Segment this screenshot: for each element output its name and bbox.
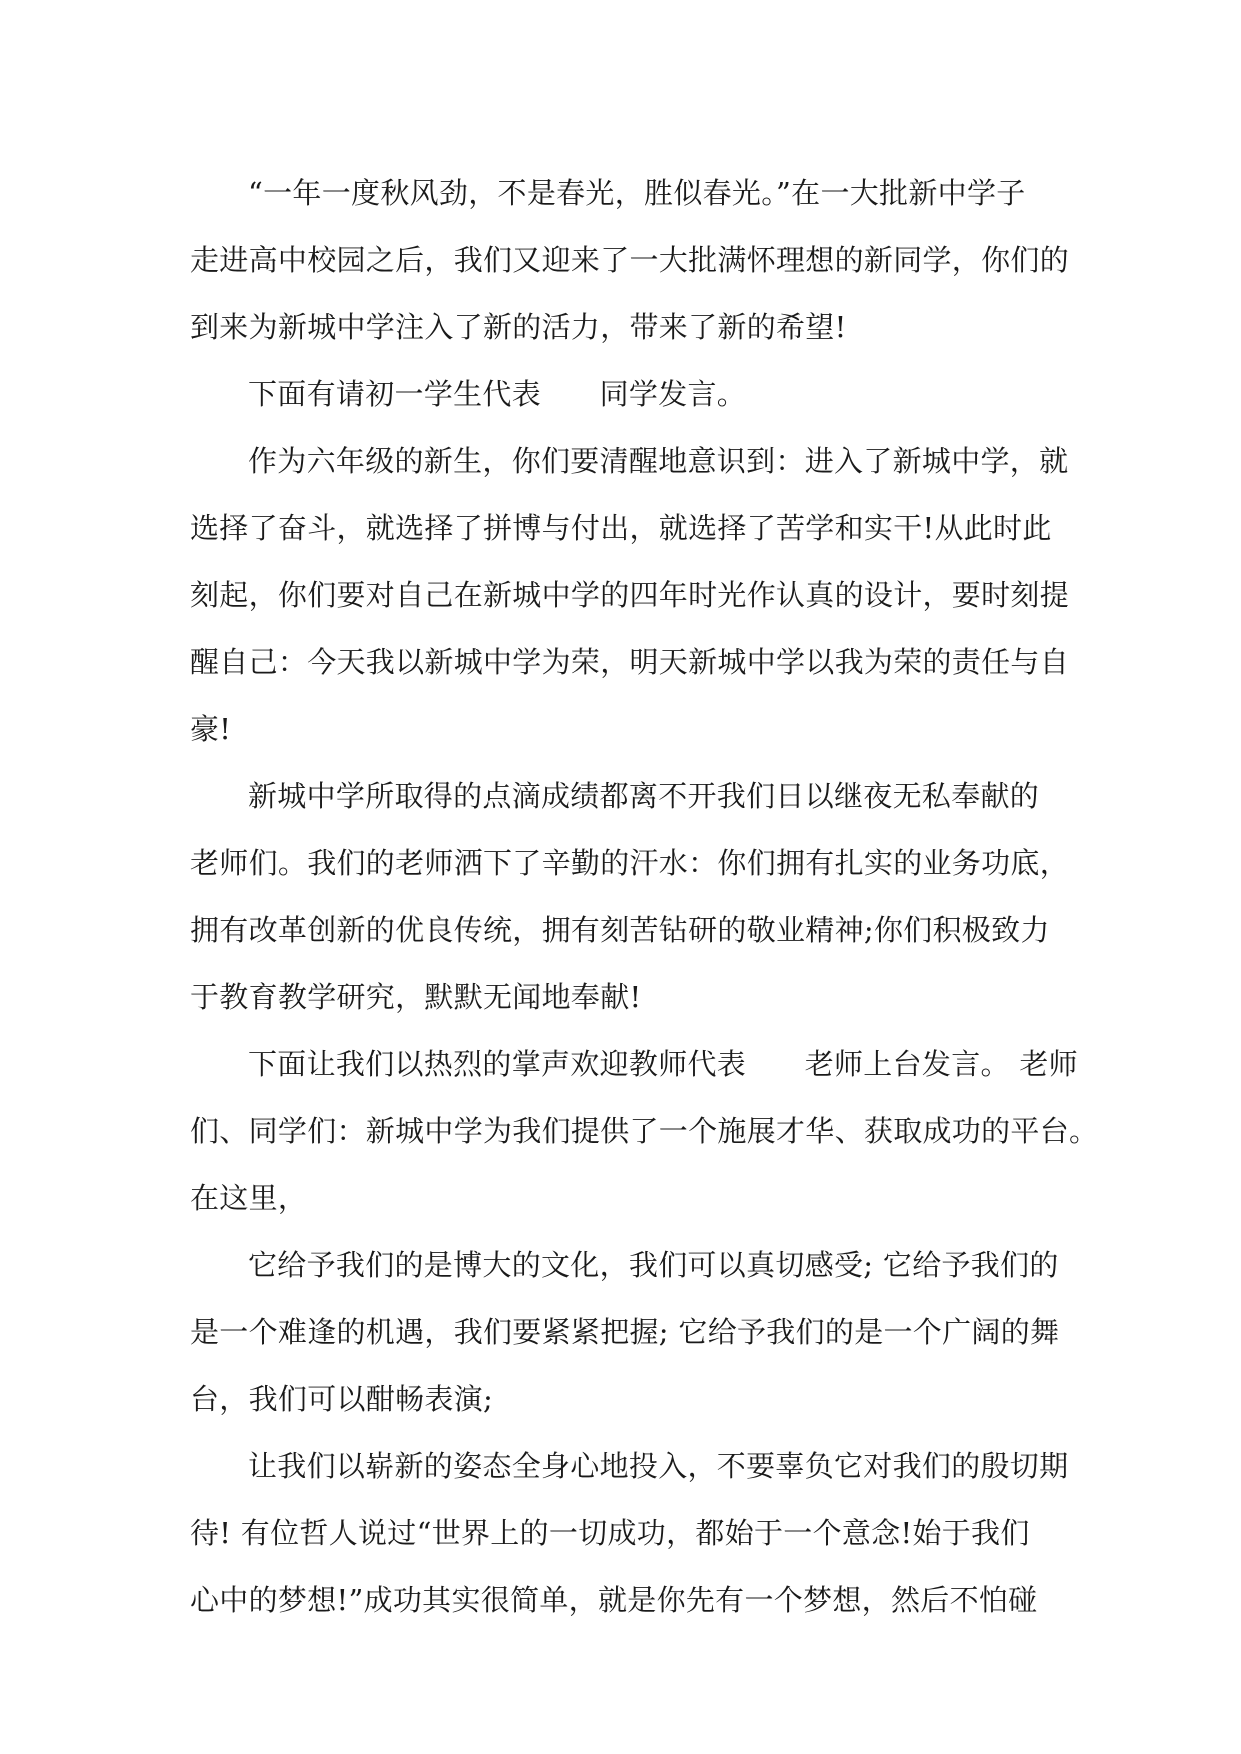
text-line: 让我们以崭新的姿态全身心地投入，不要辜负它对我们的殷切期 — [248, 1449, 1069, 1483]
text-line: 下面让我们以热烈的掌声欢迎教师代表 老师上台发言。 老师 — [248, 1047, 1078, 1081]
text-line: 们、同学们：新城中学为我们提供了一个施展才华、获取成功的平台。 — [190, 1114, 1099, 1148]
text-line: 在这里， — [190, 1181, 308, 1215]
text-line: 选择了奋斗，就选择了拼博与付出，就选择了苦学和实干!从此时此 — [190, 511, 1052, 545]
text-line: 新城中学所取得的点滴成绩都离不开我们日以继夜无私奉献的 — [248, 779, 1040, 813]
text-line: 走进高中校园之后，我们又迎来了一大批满怀理想的新同学，你们的 — [190, 243, 1070, 277]
document-body — [190, 160, 1099, 1634]
text-line: 它给予我们的是博大的文化，我们可以真切感受; 它给予我们的 — [248, 1248, 1059, 1282]
text-line: 心中的梦想!”成功其实很简单，就是你先有一个梦想，然后不怕碰 — [190, 1583, 1038, 1617]
text-line: 于教育教学研究，默默无闻地奉献! — [190, 980, 642, 1014]
text-line: “一年一度秋风劲，不是春光，胜似春光。”在一大批新中学子 — [248, 176, 1026, 210]
text-line: 待! 有位哲人说过“世界上的一切成功，都始于一个意念!始于我们 — [190, 1516, 1030, 1550]
text-line: 醒自己：今天我以新城中学为荣，明天新城中学以我为荣的责任与自 — [190, 645, 1070, 679]
text-line: 下面有请初一学生代表 同学发言。 — [248, 377, 747, 411]
text-line: 是一个难逢的机遇，我们要紧紧把握; 它给予我们的是一个广阔的舞 — [190, 1315, 1060, 1349]
text-line: 老师们。我们的老师洒下了辛勤的汗水：你们拥有扎实的业务功底， — [190, 846, 1070, 880]
text-line: 作为六年级的新生，你们要清醒地意识到：进入了新城中学，就 — [248, 444, 1069, 478]
text-line: 豪! — [190, 712, 232, 746]
text-line: 台，我们可以酣畅表演; — [190, 1382, 494, 1416]
text-line: 刻起，你们要对自己在新城中学的四年时光作认真的设计，要时刻提 — [190, 578, 1070, 612]
text-line: 到来为新城中学注入了新的活力，带来了新的希望! — [190, 310, 847, 344]
text-line: 拥有改革创新的优良传统，拥有刻苦钻研的敬业精神;你们积极致力 — [190, 913, 1050, 947]
